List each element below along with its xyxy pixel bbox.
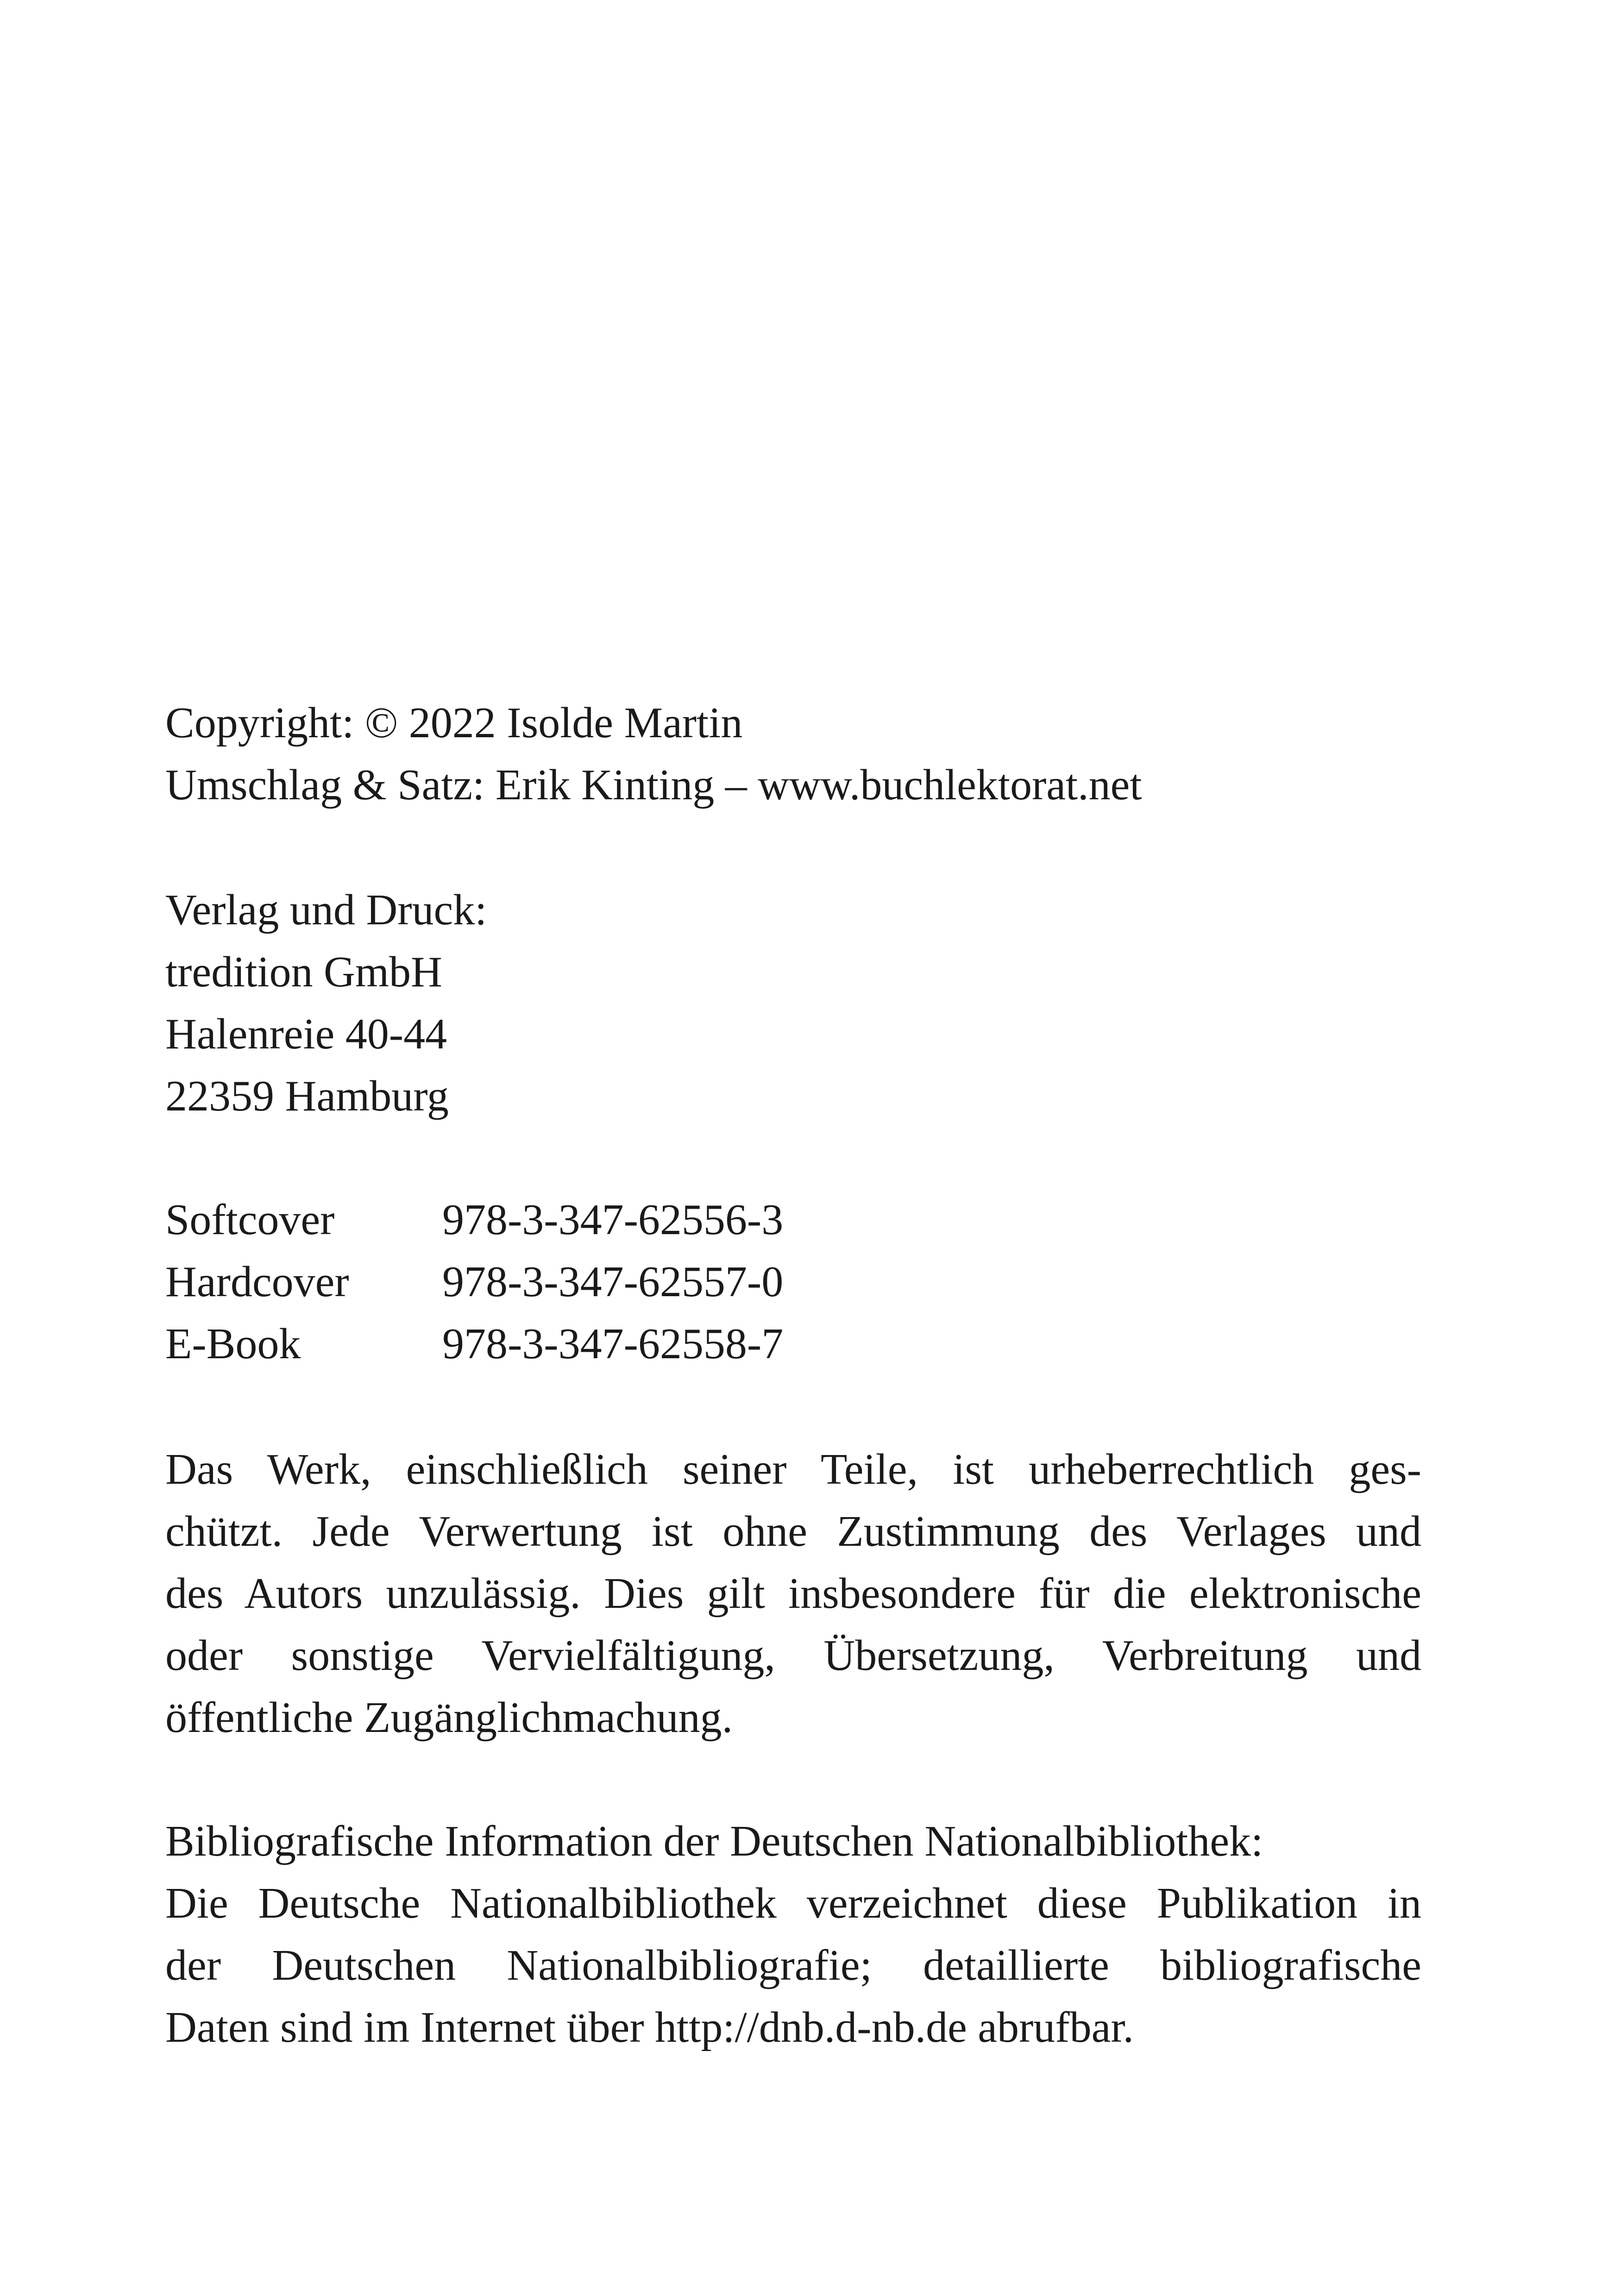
isbn-format-label: E-Book — [165, 1320, 301, 1368]
rights-notice-line: öffentliche Zugänglichmachung. — [165, 1694, 733, 1742]
isbn-row-softcover — [165, 1189, 1421, 1251]
isbn-format-label: Softcover — [165, 1196, 335, 1244]
rights-notice-line: oder sonstige Vervielfältigung, Übersetzung, Verbreitung und — [165, 1631, 1421, 1680]
isbn-number: 978-3-347-62558-7 — [442, 1320, 784, 1368]
bibliographic-heading: Bibliografische Information der Deutschen Nationalbibliothek: — [165, 1817, 1263, 1865]
bibliographic-info — [165, 1810, 1421, 2058]
isbn-section — [165, 1189, 1421, 1375]
rights-notice-line: des Autors unzulässig. Dies gilt insbesondere für die elektronische — [165, 1569, 1421, 1618]
isbn-number: 978-3-347-62556-3 — [442, 1196, 784, 1244]
publisher-heading: Verlag und Druck: — [165, 886, 487, 934]
copyright-line: Copyright: © 2022 Isolde Martin — [165, 699, 743, 747]
isbn-row-hardcover — [165, 1251, 1421, 1313]
isbn-row-ebook — [165, 1313, 1421, 1375]
rights-notice-line: chützt. Jede Verwertung ist ohne Zustimmung des Verlages und — [165, 1507, 1421, 1556]
copyright-section — [165, 692, 1421, 816]
rights-notice — [165, 1438, 1421, 1749]
bibliographic-line: Daten sind im Internet über http://dnb.d-nb.de abrufbar. — [165, 2003, 1134, 2051]
isbn-number: 978-3-347-62557-0 — [442, 1258, 784, 1306]
publisher-name: tredition GmbH — [165, 948, 442, 996]
publisher-street: Halenreie 40-44 — [165, 1010, 447, 1058]
publisher-section — [165, 879, 1421, 1127]
bibliographic-line: der Deutschen Nationalbibliografie; detaillierte bibliografische — [165, 1941, 1421, 1989]
publisher-city: 22359 Hamburg — [165, 1072, 449, 1120]
cover-typesetting-line: Umschlag & Satz: Erik Kinting – www.buchlektorat.net — [165, 761, 1142, 809]
rights-notice-line: Das Werk, einschließlich seiner Teile, ist urheberrechtlich ges- — [165, 1445, 1421, 1493]
bibliographic-line: Die Deutsche Nationalbibliothek verzeichnet diese Publikation in — [165, 1879, 1421, 1927]
isbn-format-label: Hardcover — [165, 1258, 349, 1306]
